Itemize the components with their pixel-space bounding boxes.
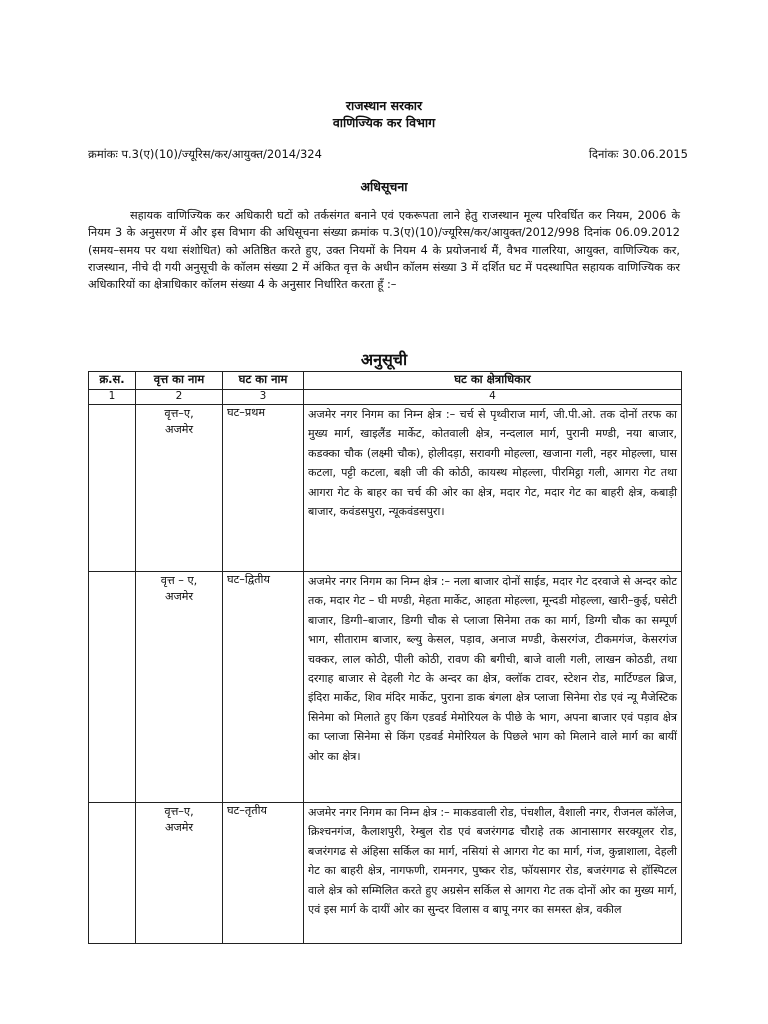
row-circle bbox=[136, 572, 223, 803]
circle-name: वृत्त – ए, bbox=[160, 574, 198, 587]
row-serial bbox=[89, 572, 136, 803]
header-jurisdiction: घट का क्षेत्राधिकार bbox=[304, 372, 682, 390]
column-number: 1 bbox=[89, 390, 136, 405]
header-ward: घट का नाम bbox=[223, 372, 304, 390]
government-name: राजस्थान सरकार bbox=[345, 98, 423, 113]
reference-number: क्रमांकः प.3(ए)(10)/ज्यूरिस/कर/आयुक्त/2014/324 bbox=[88, 147, 322, 161]
circle-city: अजमेर bbox=[164, 423, 194, 436]
header-serial: क्र.स. bbox=[89, 372, 136, 390]
column-number: 2 bbox=[136, 390, 223, 405]
row-circle bbox=[136, 405, 223, 572]
table-row bbox=[89, 405, 682, 572]
circle-name: वृत्त–ए, bbox=[164, 805, 194, 818]
row-jurisdiction: अजमेर नगर निगम का निम्न क्षेत्र :– नला बाजार दोनों साईड, मदार गेट दरवाजे से अन्दर कोट तक, मदार गेट – घी मण्डी, मेहता मार्केट, आहता मोहल्ला, मून्दडी मोहल्ला, खारी–कुई, घसेटी बाजार, डिग्गी–बाजार, डिग्गी चौक से प्लाजा सिनेमा तक का मार्ग, डिग्गी चौक का सम्पूर्ण भाग, सीताराम बाजार, ब्ल्यु केसल, पड़ाव, अनाज मण्डी, केसरगंज, टीकमगंज, केसरगंज चक्कर, लाल कोठी, पीली कोठी, रावण की बगीची, बाजे वाली गली, लाखन कोठडी, तथा दरगाह बाजार से देहली गेट के अन्दर का क्षेत्र, क्लॉक टावर, स्टेशन रोड, मार्टिण्डल ब्रिज, इंदिरा मार्केट, शिव मंदिर मार्केट, पुराना डाक बंगला क्षेत्र प्लाजा सिनेमा रोड एवं न्यू मैजेस्टिक सिनेमा को मिलाते हुए किंग एडवर्ड मेमोरियल के पीछे के भाग, अपना बाजार एवं पड़ाव क्षेत्र का प्लाजा सिनेमा से किंग एडवर्ड मेमोरियल के पिछले भाग को मिलाने वाले मार्ग का बायीं ओर का क्षेत्र। bbox=[304, 572, 682, 803]
column-number: 4 bbox=[304, 390, 682, 405]
column-number-row bbox=[89, 390, 682, 405]
row-ward: घट–तृतीय bbox=[223, 803, 304, 944]
circle-city: अजमेर bbox=[164, 821, 194, 834]
preamble-paragraph bbox=[88, 207, 680, 293]
row-circle bbox=[136, 803, 223, 944]
row-jurisdiction: अजमेर नगर निगम का निम्न क्षेत्र :– चर्च से पृथ्वीराज मार्ग, जी.पी.ओ. तक दोनों तरफ का मुख्य मार्ग, खाइलैंड मार्केट, कोतवाली क्षेत्र, नन्दलाल मार्ग, पुरानी मण्डी, नया बाजार, कडक्का चौक (लक्ष्मी चौक), होलीदड़ा, सरावगी मोहल्ला, खजाना गली, नहर मोहल्ला, घास कटला, पट्टी कटला, बक्षी जी की कोठी, कायस्थ मोहल्ला, पीरमिट्ठा गली, आगरा गेट तथा आगरा गेट के बाहर का चर्च की ओर का क्षेत्र, मदार गेट, मदार गेट का बाहरी क्षेत्र, कबाड़ी बाजार, कवंडसपुरा, न्यूकवंडसपुरा। bbox=[304, 405, 682, 572]
column-number: 3 bbox=[223, 390, 304, 405]
preamble-text: सहायक वाणिज्यिक कर अधिकारी घटों को तर्कसंगत बनाने एवं एकरूपता लाने हेतु राजस्थान मूल्य परिवर्धित कर नियम, 2006 के नियम 3 के अनुसरण में और इस विभाग की अधिसूचना संख्या क्रमांक प.3(ए)(10)/ज्यूरिस/कर/आयुक्त/2012/998 दिनांक 06.09.2012 (समय–समय पर यथा संशोधित) को अतिष्ठित करते हुए, उक्त नियमों के नियम 4 के प्रयोजनार्थ मैं, वैभव गालरिया, आयुक्त, वाणिज्यिक कर, राजस्थान, नीचे दी गयी अनुसूची के कॉलम संख्या 2 में अंकित वृत्त के अधीन कॉलम संख्या 3 में दर्शित घट में पदस्थापित सहायक वाणिज्यिक कर अधिकारियों का क्षेत्राधिकार कॉलम संख्या 4 के अनुसार निर्धारित करता हूँ :– bbox=[88, 209, 680, 292]
schedule-table bbox=[88, 371, 682, 944]
table-header-row bbox=[89, 372, 682, 390]
table-row bbox=[89, 572, 682, 803]
department-name: वाणिज्यिक कर विभाग bbox=[332, 115, 436, 130]
row-serial bbox=[89, 803, 136, 944]
schedule-title: अनुसूची bbox=[360, 350, 408, 369]
row-ward: घट–द्वितीय bbox=[223, 572, 304, 803]
row-serial bbox=[89, 405, 136, 572]
circle-name: वृत्त–ए, bbox=[164, 407, 194, 420]
reference-line bbox=[88, 147, 688, 162]
notice-title: अधिसूचना bbox=[360, 179, 408, 194]
reference-date: दिनांकः 30.06.2015 bbox=[588, 147, 688, 161]
table-row bbox=[89, 803, 682, 944]
row-jurisdiction: अजमेर नगर निगम का निम्न क्षेत्र :– माकडवाली रोड, पंचशील, वैशाली नगर, रीजनल कॉलेज, क्रिश्चनगंज, कैलाशपुरी, रेम्बुल रोड एवं बजरंगगढ चौराहे तक आनासागर सरक्यूलर रोड, बजरंगगढ से अंहिसा सर्किल का मार्ग, नसियां से आगरा गेट का मार्ग, गंज, कुन्नाशाला, देहली गेट का बाहरी क्षेत्र, नागफणी, रामनगर, पुष्कर रोड, फॉयसागर रोड, बजरंगगढ से हॉस्पिटल वाले क्षेत्र को सम्मिलित करते हुए अग्रसेन सर्किल से आगरा गेट तक दोनों ओर का मुख्य मार्ग, एवं इस मार्ग के दायीं ओर का सुन्दर विलास व बापू नगर का समस्त क्षेत्र, वकील bbox=[304, 803, 682, 944]
header-circle: वृत्त का नाम bbox=[136, 372, 223, 390]
circle-city: अजमेर bbox=[164, 590, 194, 603]
row-ward: घट–प्रथम bbox=[223, 405, 304, 572]
